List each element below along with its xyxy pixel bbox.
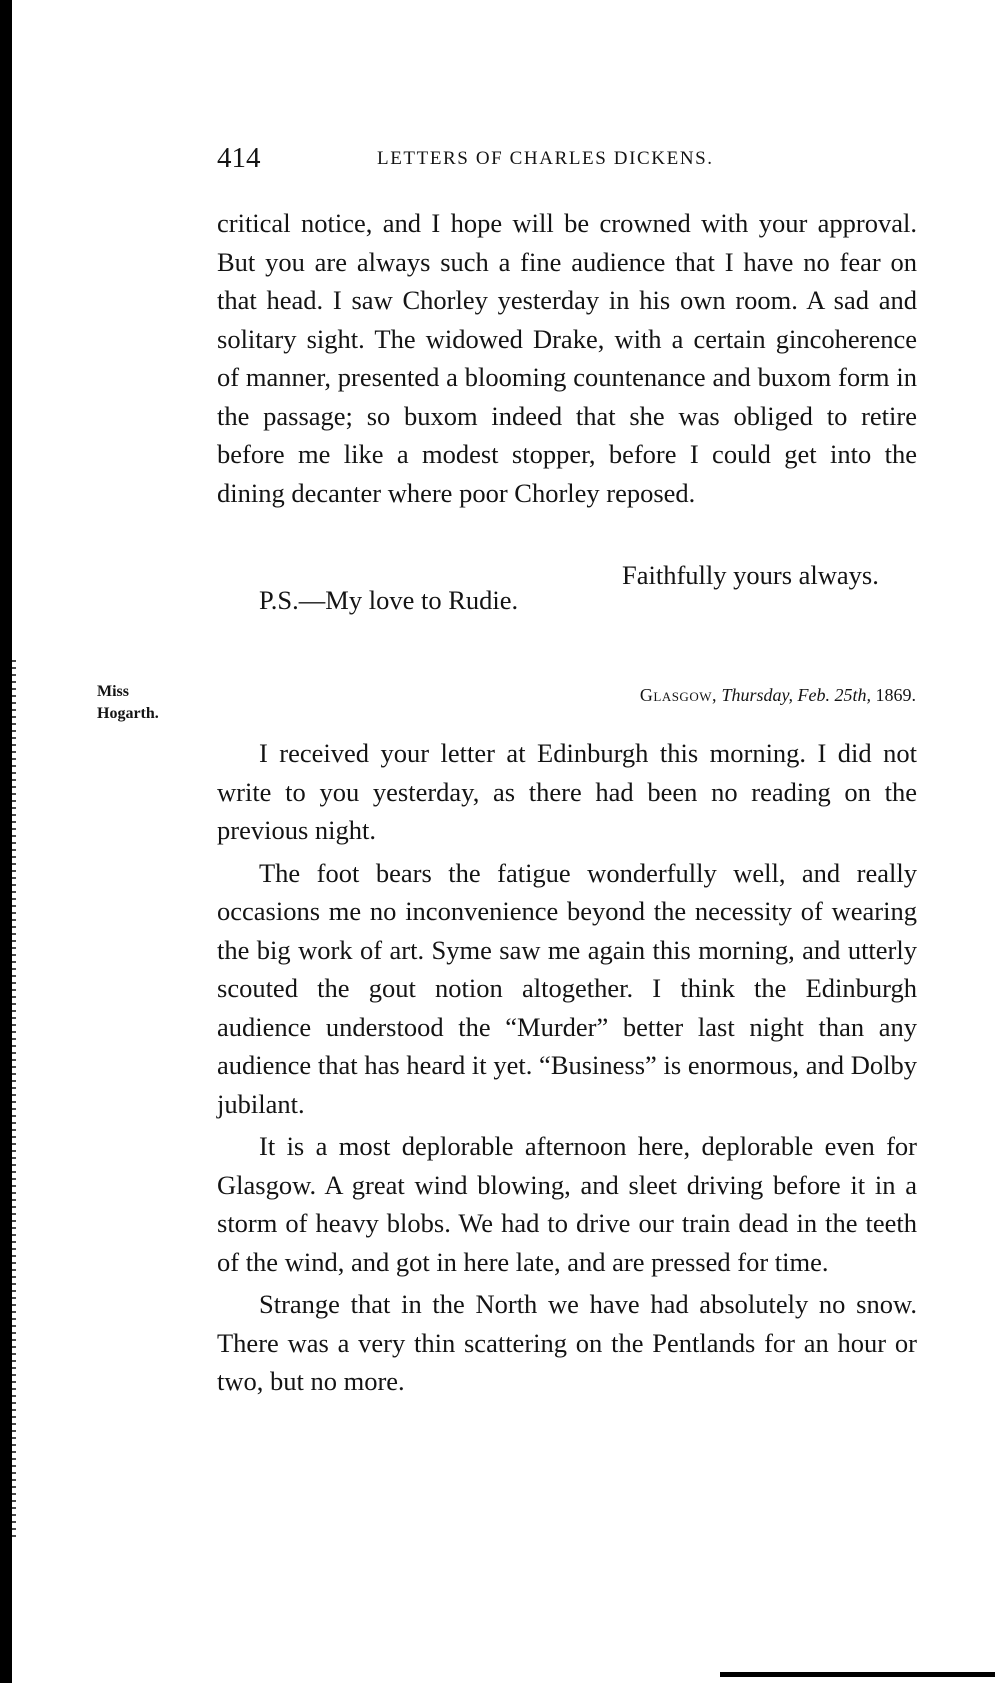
previous-letter-continuation xyxy=(217,204,917,512)
letter-paragraph: It is a most deplorable afternoon here, deplorable even for Glasgow. A great wind blowing, and sleet driving before it in a storm of heavy blobs. We had to drive our train dead in the teeth of the wind, and got in here late, and are pressed for time. xyxy=(217,1131,917,1277)
page-number: 414 xyxy=(217,142,261,174)
letter-signoff: Faithfully yours always. xyxy=(622,560,879,590)
recipient-sidenote xyxy=(97,681,159,725)
letter-dateline xyxy=(576,685,916,706)
dateline-day: Thursday, Feb. 25th, xyxy=(721,685,871,705)
letter-paragraph: I received your letter at Edinburgh this morning. I did not write to you yesterday, as there had been no reading on the previous night. xyxy=(217,738,917,845)
postscript: P.S.—My love to Rudie. xyxy=(259,585,519,615)
dateline-year: 1869. xyxy=(875,685,916,705)
letter-paragraph: Strange that in the North we have had absolutely no snow. There was a very thin scattering on the Pentlands for an hour or two, but no more. xyxy=(217,1289,917,1396)
book-binding-edge xyxy=(0,0,12,1683)
running-head xyxy=(217,142,917,182)
dateline-place: Glasgow, xyxy=(639,685,717,705)
continuation-paragraph: critical notice, and I hope will be crowned with your approval. But you are always such a fine audience that I have no fear on that head. I saw Chorley yesterday in his own room. A sad and solitary sight. The widowed Drake, with a certain gincoherence of manner, presented a blooming countenance and buxom form in the passage; so buxom indeed that she was obliged to retire before me like a modest stopper, before I could get into the dining decanter where poor Chorley reposed. xyxy=(217,208,917,508)
bottom-edge-rule xyxy=(720,1672,995,1677)
recipient-name: Hogarth. xyxy=(97,705,159,722)
book-title: LETTERS OF CHARLES DICKENS. xyxy=(377,148,714,169)
recipient-title: Miss xyxy=(97,683,129,700)
binding-shadow xyxy=(12,660,16,1540)
letter-body xyxy=(217,734,917,1405)
letter-paragraph: The foot bears the fatigue wonderfully well, and really occasions me no inconvenience beyond the necessity of wearing the big work of art. Syme saw me again this morning, and utterly scouted the gout notion altogether. I think the Edinburgh audience understood the “Murder” better last night than any audience that has heard it yet. “Business” is enormous, and Dolby jubilant. xyxy=(217,857,917,1119)
